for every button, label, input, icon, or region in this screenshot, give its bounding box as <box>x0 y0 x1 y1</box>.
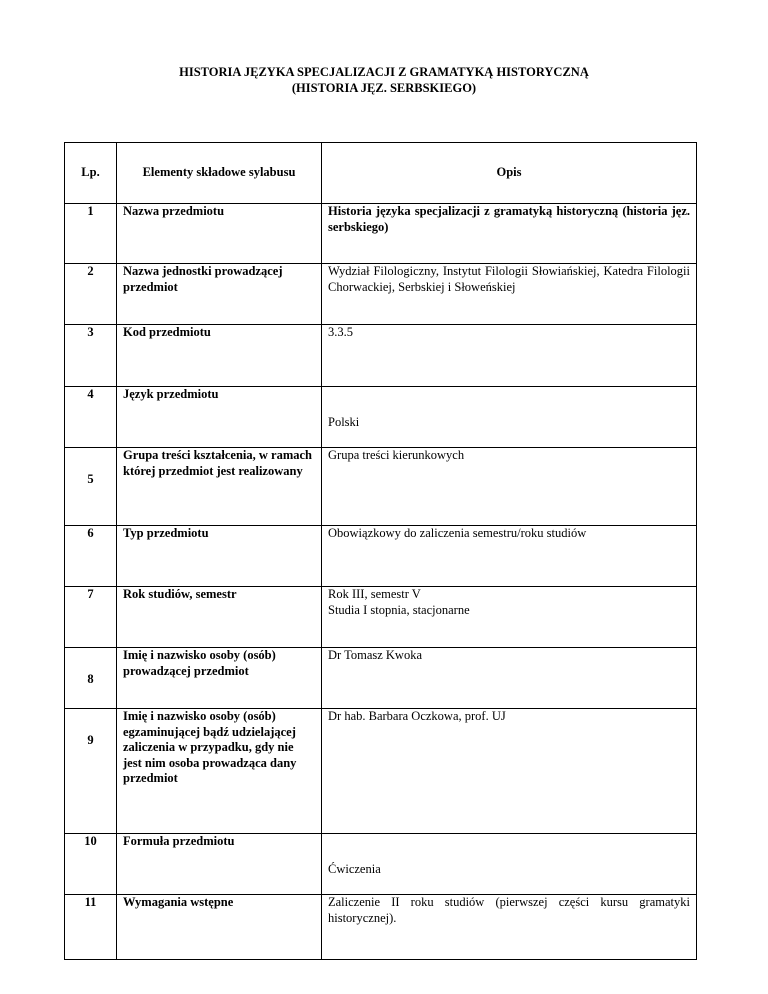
row-description: Obowiązkowy do zaliczenia semestru/roku studiów <box>322 526 697 587</box>
row-label: Typ przedmiotu <box>117 526 322 587</box>
table-row <box>65 264 697 325</box>
header-number: Lp. <box>65 143 117 204</box>
row-number: 11 <box>65 895 117 960</box>
header-description: Opis <box>322 143 697 204</box>
table-row <box>65 204 697 264</box>
header-elements: Elementy składowe sylabusu <box>117 143 322 204</box>
table-row <box>65 648 697 709</box>
row-description: Zaliczenie II roku studiów (pierwszej części kursu gramatyki historycznej). <box>322 895 697 960</box>
row-number: 8 <box>65 648 117 709</box>
row-description-line-2: Studia I stopnia, stacjonarne <box>328 602 470 617</box>
row-number: 9 <box>65 709 117 834</box>
table-row <box>65 325 697 387</box>
table-row <box>65 895 697 960</box>
row-number: 10 <box>65 834 117 895</box>
row-label: Nazwa przedmiotu <box>117 204 322 264</box>
row-number: 3 <box>65 325 117 387</box>
table-row <box>65 526 697 587</box>
row-label: Formuła przedmiotu <box>117 834 322 895</box>
row-description: Dr hab. Barbara Oczkowa, prof. UJ <box>322 709 697 834</box>
row-description: Wydział Filologiczny, Instytut Filologii Słowiańskiej, Katedra Filologii Chorwackiej, Serbskiej i Słoweńskiej <box>322 264 697 325</box>
table-header-row <box>65 143 697 204</box>
row-number: 4 <box>65 387 117 448</box>
row-number: 7 <box>65 587 117 648</box>
row-label: Grupa treści kształcenia, w ramach której przedmiot jest realizowany <box>117 448 322 526</box>
document-title-line-2: (HISTORIA JĘZ. SERBSKIEGO) <box>291 81 477 95</box>
row-description: Grupa treści kierunkowych <box>322 448 697 526</box>
row-description <box>322 587 697 648</box>
document-title-line-1: HISTORIA JĘZYKA SPECJALIZACJI Z GRAMATYKĄ HISTORYCZNĄ <box>179 65 589 79</box>
row-number: 6 <box>65 526 117 587</box>
row-description: Dr Tomasz Kwoka <box>322 648 697 709</box>
row-label: Wymagania wstępne <box>117 895 322 960</box>
row-number: 1 <box>65 204 117 264</box>
row-label: Imię i nazwisko osoby (osób) prowadzącej przedmiot <box>117 648 322 709</box>
table-row <box>65 587 697 648</box>
row-number: 2 <box>65 264 117 325</box>
table-row <box>65 834 697 895</box>
table-row <box>65 709 697 834</box>
table-row <box>65 448 697 526</box>
row-label: Nazwa jednostki prowadzącej przedmiot <box>117 264 322 325</box>
row-description: Historia języka specjalizacji z gramatyką historyczną (historia jęz. serbskiego) <box>322 204 697 264</box>
row-label: Imię i nazwisko osoby (osób) egzaminującej bądź udzielającej zaliczenia w przypadku, gdy nie jest nim osoba prowadząca dany przedmiot <box>117 709 322 834</box>
row-label: Kod przedmiotu <box>117 325 322 387</box>
document-title <box>0 64 768 96</box>
row-label: Rok studiów, semestr <box>117 587 322 648</box>
row-number: 5 <box>65 448 117 526</box>
row-label: Język przedmiotu <box>117 387 322 448</box>
row-description-line-1: Rok III, semestr V <box>328 587 421 601</box>
row-description: Ćwiczenia <box>322 834 697 895</box>
row-description: 3.3.5 <box>322 325 697 387</box>
syllabus-table <box>64 142 697 960</box>
row-description: Polski <box>322 387 697 448</box>
table-row <box>65 387 697 448</box>
